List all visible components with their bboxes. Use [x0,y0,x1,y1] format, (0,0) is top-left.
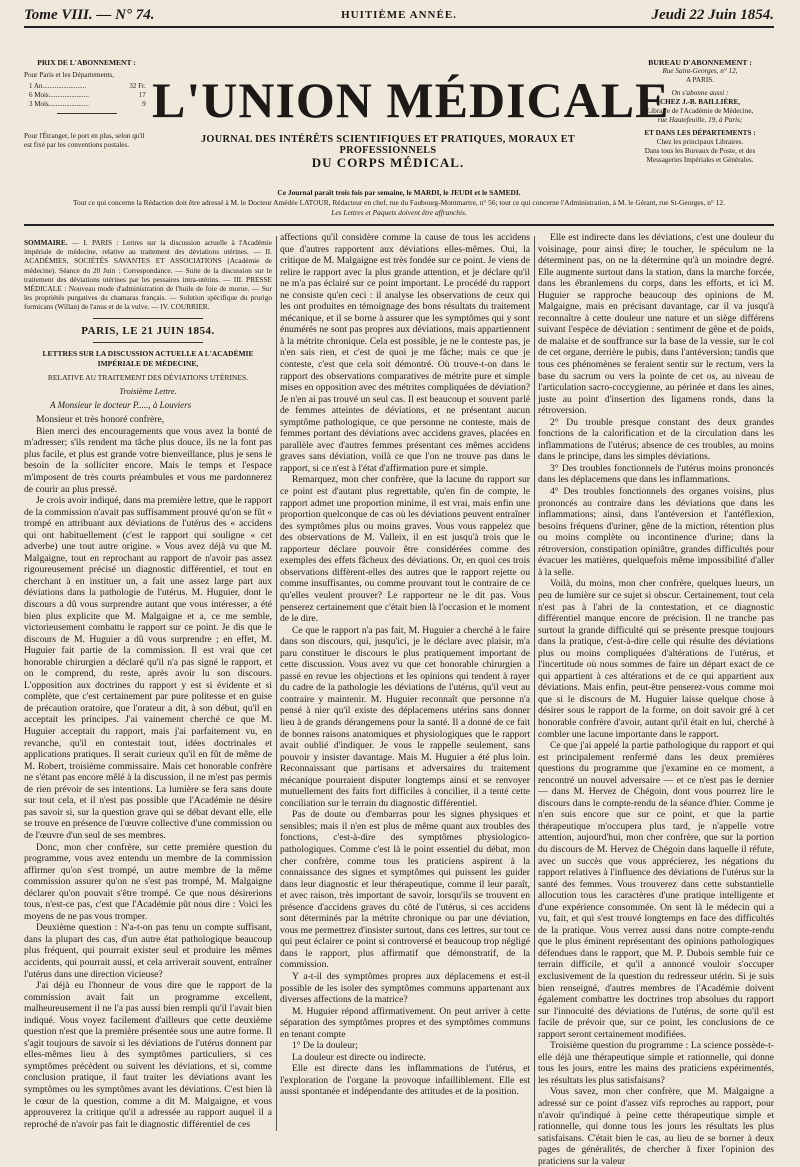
column-divider [276,236,277,1131]
office-bailliere-2: Libraire de l'Académie de Médecine, [646,107,754,115]
office-box [626,58,774,165]
paragraph: Pas de doute ou d'embarras pour les signes physiques et sensibles; mais il n'en est plus de même quant aux troubles des fonctions, c'est-à-dire des symptômes physiologico-pathologiques. Comme c'est là le point essentiel du débat, mon cher confrère, comme tous les praticiens aspirent à la connaissance des signes et symptômes qui puissent les guider dans leur diagnostic et leur thérapeutique, comme il leur paraît, et avec raison, très important de savoir, lorsqu'ils se trouvent en présence d'accidens graves du côté de l'utérus, si ces accidens sont déterminés par la métrite chronique ou par une déviation, vous me permettrez d'insister surtout, dans ces lettres, sur tout ce qui peut éclairer ce point si controversé et beaucoup trop négligé dans le rapport, plus affirmatif que démonstratif, de la commission. [280,809,530,971]
office-bailliere: CHEZ J.-B. BAILLIÈRE, [659,98,741,106]
summary [24,238,272,319]
article-columns [24,232,774,1167]
paragraph: Bien merci des encouragements que vous avez la bonté de m'adresser; s'ils rendent ma tâche plus douce, ils ne la font pas plus facile, et plus est grande votre bienveillance, plus je sens le besoin de la solliciter encore. Mais le temps et l'espace m'imposent de très courts préambules et vous me pardonnerez de courir au plus pressé. [24,425,272,495]
summary-label: SOMMAIRE. [24,238,68,247]
office-address: Rue Saint-Georges, n° 12, [662,67,738,75]
column-1 [24,232,272,1131]
office-heading: BUREAU D'ABONNEMENT : [648,58,752,67]
office-depts: ET DANS LES DÉPARTEMENTS : [644,129,756,137]
price-amount: 32 Fr. [129,82,146,90]
publication-notice [24,188,774,226]
paragraph: Elle est directe dans les inflammations de l'utérus, et l'exploration de l'organe la provoque infailliblement. Elle est aussi spontanée et indépendante des attitudes et de la position. [280,1063,530,1098]
foreign-rates: Pour l'Étranger, le port en plus, selon qu'il est fixé par les conventions postales. [24,132,145,149]
subscription-box [24,58,149,150]
masthead [24,58,774,190]
paragraph: 2° Du trouble presque constant des deux grandes fonctions de la calorification et de la circulation dans les inflammations de l'utérus; absence de ces troubles, au moins dans le principe, dans les simples déviations. [538,416,774,463]
dateline: PARIS, LE 21 JUIN 1854. [81,324,215,337]
summary-text: — I. PARIS : Lettres sur la discussion actuelle à l'Académie impériale de médecine, relative au traitement des déviations utérines. — II. ACADÉMIES, SOCIÉTÉS SAVANTES ET ASSOCIATIONS (Académie de médecine). Séance du 20 Juin : Correspondance. — Suite de la discussion sur le traitement des déviations utérines par les pessaires intra-utérins. — III. PRESSE MÉDICALE : Nouveau mode d'administration de l'huile de foie de morue. — Sur les propriétés purgatives du chamaras français. — Solution spécifique du prurigo formicans (Willan) de l'anus et de la vulve. — IV. COURRIER. [24,238,272,312]
paragraph: J'ai déjà eu l'honneur de vous dire que le rapport de la commission avait fait un programme excellent, malheureusement il ne l'a pas aussi bien rempli qu'il l'avait bien indiqué. Vous voyez facilement d'ailleurs que cette deuxième question n'est que la première présentée sous une autre forme. Il s'agit toujours de savoir si les déviations de l'utérus donnent par elles-mêmes lieu à des symptômes particuliers, si ces symptômes précèdent ou suivent les déviations, et si, comme conclusion pratique, il faut traiter les déviations avant les symptômes ou les symptômes avant les déviations. C'est bien là le cœur de la question, comme a dit M. Malgaigne, et vous approuverez la critique qu'il a adressée au rapport auquel il a reproché de n'avoir pas fait le diagnostic différentiel de ces [24,980,272,1130]
paragraph: Deuxième question : N'a-t-on pas tenu un compte suffisant, dans la plupart des cas, d'un autre état pathologique beaucoup plus fréquent, qui pourrait exister seul et produire les mêmes accidents, qui pourrait aussi, et cela arriverait souvent, entraîner l'utérus dans une direction vicieuse? [24,922,272,980]
column-2 [280,232,530,1131]
newspaper-title: L'UNION MÉDICALE [152,72,670,128]
article-subtitle: RELATIVE AU TRAITEMENT DES DÉVIATIONS UTÉRINES. [47,373,249,383]
newspaper-subtitle: JOURNAL DES INTÉRÊTS SCIENTIFIQUES ET PRATIQUES, MORAUX ET PROFESSIONNELS [200,134,576,156]
article-letter-number: Troisième Lettre. [119,386,177,397]
price-label: 6 Mois....................... [29,91,89,99]
price-amount: 17 [138,91,146,99]
paragraph: Y a-t-il des symptômes propres aux déplacemens et est-il possible de les isoler des symptômes communs appartenant aux diverses affections de la matrice? [280,971,530,1006]
price-row [28,100,147,109]
paragraph: Monsieur et très honoré confrère, [36,414,165,426]
office-depts-2: Chez les principaux Libraires. [656,138,744,146]
paragraph: Voilà, du moins, mon cher confrère, quelques lueurs, un peu de lumière sur ce sujet si obscur. Certainement, tout cela n'est pas à l'abri de la contestation, et ce diagnostic différentiel manque encore de précision. Il ne tranche pas surtout la grande difficulté qui se présente presque toujours dans la pratique, c'est-à-dire celle qui résulte des déviations plus ou moins compliquées d'altérations de l'utérus, et l'incertitude où nous sommes de faire un départ exact de ce qui appartient à ces altérations et de ce qui appartient aux déviations. Mais enfin, peut-être penserez-vous comme moi que si le discours de M. Huguier laisse quelque chose à désirer sous le rapport de la forme, on doit savoir gré à cet honorable confrère d'avoir, autant qu'il était en lui, cherché à combler une lacune importante dans le rapport. [538,578,774,740]
year-label: HUITIÈME ANNÉE. [341,9,457,21]
subscription-sub: Pour Paris et les Départements, [24,71,115,79]
newspaper-subtitle-2: DU CORPS MÉDICAL. [311,155,465,170]
issue-date: Jeudi 22 Juin 1854. [651,7,774,23]
office-city: A PARIS. [685,76,715,84]
notice-line-2: Tout ce qui concerne la Rédaction doit être adressé à M. le Docteur Amédée LATOUR, Rédacteur en chef, rue du Faubourg-Montmartre, n° 56; tout ce qui concerne l'Administration, à M. le Gérant, rue St-Georges, n° 12. [73,198,725,207]
office-bailliere-3: rue Hautefeuille, 19, à Paris; [657,116,743,124]
issue-number: Tome VIII. — N° 74. [24,7,155,23]
paragraph: affections qu'il considère comme la cause de tous les accidens que d'autres rapportent aux déviations elles-mêmes. Oui, la critique de M. Malgaigne est très fondée sur ce point. Je viens de relire le rapport avec la plus grande attention, et je déclare qu'il ne m'a pas éclairé sur ce point important. Le procédé du rapport ne consiste qu'en ceci : il analyse les observations de ceux qui les ont produites en témoignage des bons résultats du traitement mécanique, et il se borne à assurer que les symptômes qui y sont énumérés ne sont pas propres aux déviations, mais appartiennent à la métrite chronique. Cela est possible, je ne le conteste pas, je n'en sais rien, et c'est de quoi je me fâche; mais ce que je conteste, c'est que cela soit démontré. Où trouve-t-on dans le rapport des observations comparatives de métrite pure et simple mises en opposition avec des métrites compliquées de déviation? Je n'en ai pas trouvé un seul cas. Il est beaucoup et souvent parlé de femmes atteintes de déviations, et ne présentant aucun symptôme pathologique, ce que personne ne conteste, mais de femmes portant des déviations avec accidens graves, placées en parallèle avec d'autres femmes présentant ces mêmes accidens graves sans déviation, voilà ce que l'on ne trouve pas dans le rapport, si ce n'est à l'état d'affirmation pure et simple. [280,232,530,474]
price-row [28,91,147,100]
price-amount: 9 [142,100,146,108]
paragraph: Ce que j'ai appelé la partie pathologique du rapport et qui est principalement renfermé dans les deux premières questions du programme que j'examine en ce moment, a rencontré un nouvel adversaire — et ce n'est pas le dernier — dans M. Hervez de Chégoin, dont vous pourrez lire le discours dans le compte-rendu de la séance d'hier. Comme je n'en suis encore que sur ce point, et que la partie thérapeutique m'occupera plus tard, je n'appelle votre attention, aujourd'hui, mon cher confrère, que sur la portion du discours de M. Hervez de Chégoin dans laquelle il réfute, avec un succès que vous apprécierez, les négations du rapport relatives à l'influence des déviations de l'utérus sur la santé des femmes. Vous trouverez dans cette substantielle allocution tous les caractères d'une pratique intelligente et d'une expérience consommée. On sent là le médecin qui a vu, fait, et qui s'est trouvé longtemps en face des difficultés de la pratique. Vous verrez aussi dans notre compte-rendu que le plus éminent représentant des opinions pathologiques défendues dans le rapport, que M. P. Dubois semble fuir ce terrain difficile, et qu'il a annoncé vouloir s'occuper exclusivement de la question du redresseur utérin. Si je suis bien renseigné, d'autres membres de l'Académie doivent également combattre les doctrines trop absolues du rapport sur l'innocuité des déviations de l'utérus, de sorte qu'il est facile de prévoir que, sur ce point, les conclusions de ce rapport seront certainement modifiées. [538,740,774,1040]
article-title: LETTRES SUR LA DISCUSSION ACTUELLE A L'ACADÉMIE IMPÉRIALE DE MÉDECINE, [42,349,254,369]
office-depts-4: Messageries Impériales et Générales. [646,156,754,164]
office-also: On s'abonne aussi : [671,89,729,97]
divider [57,113,117,114]
office-depts-3: Dans tous les Bureaux de Poste, et des [644,147,756,155]
paragraph: 1° De la douleur; [292,1040,358,1052]
notice-line-1: Ce Journal paraît trois fois par semaine, le MARDI, le JEUDI et le SAMEDI. [277,188,521,197]
paragraph: La douleur est directe ou indirecte. [292,1051,426,1063]
price-label: 3 Mois....................... [29,100,89,108]
paragraph: Elle est indirecte dans les déviations, c'est une douleur du voisinage, pour ainsi dire; le toucher, le spéculum ne la déterminent pas, on ne la détermine qu'à un moindre degré. Elle augmente surtout dans la station, dans la marche forcée, dans les ébranlemens du corps, dans les efforts, et ici M. Huguier se rapproche beaucoup des opinions de M. Malgaigne, mais en précisant davantage, car il va jusqu'à reconnaître à cette douleur une nature et un siège différens suivant l'espèce de déviation : sentiment de gêne et de poids, de malaise et de souffrance sur la base de la vessie, sur le col de cet organe, derrière le pubis, dans l'antéversion; tandis que tous ces phénomènes se feraient sentir sur le rectum, vers la base du sacrum ou vers la pointe de cet os, au niveau de l'articulation sacro-coccygienne, au périnée et dans les aines, juste au point d'insertion des ligamens ronds, dans la rétroversion. [538,232,774,417]
paragraph: Remarquez, mon cher confrère, que la lacune du rapport sur ce point est d'autant plus regrettable, qu'en fin de compte, le rapport admet une proportion minime, il est vrai, mais enfin une proportion quelconque de cas où les déviations peuvent entraîner des symptômes plus ou moins graves. Vous vous rappelez que des observations de M. Valleix, il en est jusqu'à trois que le rapporteur déclare pouvoir être considérées comme des exemples des effets fâcheux des déviations. Or, en quoi ces trois observations diffèrent-elles des autres que le rapport rejette ou comme insuffisantes, ou comme prouvant tout le contraire de ce qu'elles veulent prouver? Le rapporteur ne le dit pas. Vous penserez certainement que c'était bien là l'occasion et le moment de le dire. [280,474,530,625]
price-table [28,82,147,109]
column-divider [534,236,535,1131]
notice-line-3: Les Lettres et Paquets doivent être affranchis. [331,208,467,217]
paragraph: Donc, mon cher confrère, sur cette première question du programme, vous avez entendu un membre de la commission affirmer qu'on s'est trompé, un autre membre de la même commission assurer qu'on ne s'est pas trompé, M. Malgaigne déclarer qu'on pouvait s'être trompé. Ce que nous désirerions tous, n'est-ce pas, c'est que l'Académie pût nous dire : Voici les moyens de ne pas vous tromper. [24,841,272,922]
paragraph: Troisième question du programme : La science possède-t-elle déjà une thérapeutique simple et rationnelle, qui donne tous les jours, entre les mains des praticiens expérimentés, les résultats les plus satisfaisans? [538,1040,774,1086]
issue-bar [24,4,774,28]
paragraph: 4° Des troubles fonctionnels des organes voisins, plus prononcés au contraire dans les déviations que dans les inflammations; ainsi, dans l'antéversion et l'antéflexion, besoins fréquens d'uriner, gêne de la miction, rétention plus ou moins complète ou incontinence d'urine; dans la rétroversion, constipation opiniâtre, grandes difficultés pour évacuer les matières, quelquefois même impossibilité d'aller à la selle. [538,486,774,578]
column-3 [538,232,774,1167]
price-row [28,82,147,91]
price-label: 1 An......................... [29,82,87,90]
subscription-heading: PRIX DE L'ABONNEMENT : [37,58,136,67]
paragraph: Vous savez, mon cher confrère, que M. Malgaigne a adressé sur ce point d'assez vifs reproches au rapport, pour n'avoir qu'indiqué à peine cette thérapeutique simple et rationnelle, qui donne tous les jours les résultats les plus satisfaisans. C'était bien le cas, au lieu de se borner à deux pages de généralités, de chercher à fixer l'opinion des praticiens sur la valeur [538,1086,774,1167]
paragraph: 3° Des troubles fonctionnels de l'utérus moins prononcés dans les déplacemens que dans les inflammations. [538,462,774,486]
salutation: A Monsieur le docteur P....., à Louviers [50,399,192,410]
paragraph: Ce que le rapport n'a pas fait, M. Huguier a cherché à le faire dans son discours, qui, jusqu'ici, je le déclare avec plaisir, m'a paru constituer le discours le plus pratiquement important de cette discussion. Vous avez vu que cet honorable chirurgien a passé en revue les objections et les opinions qui tendent à rayer du cadre de la pathologie les déviations de l'utérus, qu'il veut au contraire y maintenir. M. Huguier reconnaît que personne n'a pensé à nier qu'il existe des déplacemens utérins sans donner lieu à de grands dérangemens pour la santé. Il a donné de ce fait de bonnes raisons anatomiques et physiologiques que le rapport avait oublié d'indiquer. Je vous le rappelle seulement, sans pouvoir y insister davantage. Mais M. Huguier a été plus loin. Reconnaissant que partisans et adversaires du traitement mécanique pourraient disputer longtemps ainsi et se renvoyer mutuellement des faits fort difficiles à concilier, il a tenté cette conciliation sur le terrain du diagnostic différentiel. [280,624,530,809]
paragraph: M. Huguier répond affirmativement. On peut arriver à cette séparation des symptômes propres et des symptômes communs en tenant compte [280,1005,530,1040]
paragraph: Je crois avoir indiqué, dans ma première lettre, que le rapport de la commission n'avait pas suffisamment prouvé qu'on se fût « trompé en attribuant aux déviations de l'utérus des « accidens qui ont habituellement (c'est le rapport qui souligne « cet adverbe) une tout autre origine. » Vous avez déjà vu que M. Malgaigne, tout en reprochant au rapport de n'avoir pas assez rigoureusement précisé un diagnostic différentiel, et tout en cherchant à en instituer un, a fait une assez large part aux déviations dans la pathologie de l'utérus. M. Huguier, dont le discours a dû vous surprendre autant que vous intéresser, a été bien plus explicite que M. Malgaigne et a, ce me semble, victorieusement combattu le rapport sur ce point. Je dis que le discours de M. Huguier a dû vous surprendre ; en effet, M. Huguier fait partie de la commission. Il est vrai que cet honorable chirurgien a déclaré qu'il n'a pas signé le rapport, et on le comprend, du reste, après avoir lu son discours. L'opposition aux doctrines du rapport y est si évidente et si complète, que c'est certainement par pure politesse et en guise de précaution oratoire, que l'orateur a dit, à son début, qu'il en acceptait les principes. J'ai vainement cherché ce que M. Huguier acceptait du rapport, mais j'ai parfaitement vu, en revanche, qu'il en contestait tout, idées doctrinales et applications pratiques. Il serait curieux qu'il en fût de même de M. Robert, troisième commissaire. Mais cet honorable confrère ne s'étant pas encore mêlé à la discussion, il ne m'est pas permis de rien prévoir de ses intentions. La lumière se fera sans doute sur tout cela, et il n'est pas possible que l'Académie ne désire pas savoir si, sur la question grave qui se débat devant elle, elle se trouve en présence de l'œuvre collective d'une commission ou de l'œuvre d'un seul de ses membres. [24,495,272,841]
